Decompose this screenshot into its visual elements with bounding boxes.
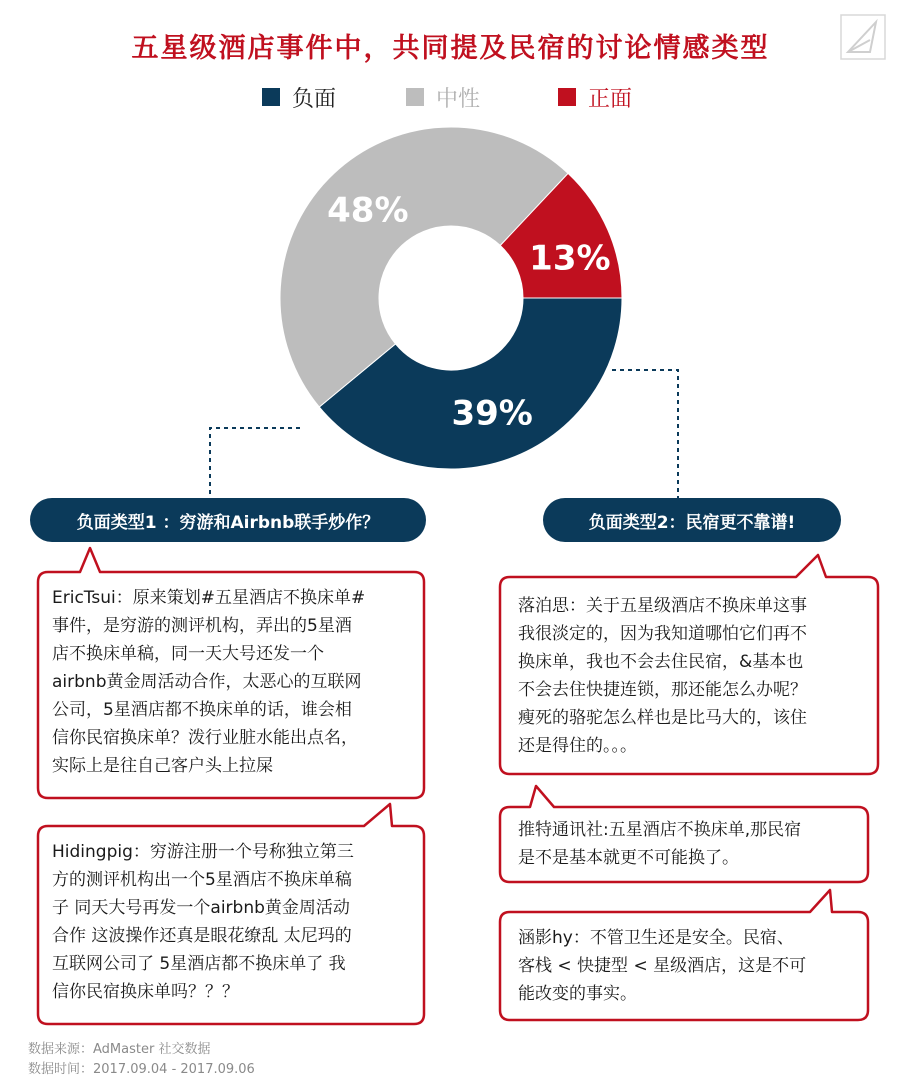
legend-label-neutral: 中性 <box>436 86 481 112</box>
connector-right <box>612 370 678 500</box>
comment-line: 涵影hy：不管卫生还是安全。民宿、 <box>518 928 794 948</box>
comment-line: 信你民宿换床单？泼行业脏水能出点名， <box>52 728 358 748</box>
comment-erictsui <box>52 584 420 780</box>
comment-line: 换床单，我也不会去住民宿，&基本也 <box>518 652 804 672</box>
comment-line: airbnb黄金周活动合作，太恶心的互联网 <box>52 672 362 692</box>
comment-line: EricTsui：原来策划#五星酒店不换床单# <box>52 588 366 608</box>
comment-line: 还是得住的。。。 <box>518 736 637 756</box>
connector-left <box>210 428 300 500</box>
comment-line: 实际上是往自己客户头上拉屎 <box>52 756 273 776</box>
comment-line: 我很淡定的，因为我知道哪怕它们再不 <box>518 624 807 644</box>
comment-line: 不会去住快捷连锁，那还能怎么办呢？ <box>518 680 807 700</box>
comment-line: 信你民宿换床单吗？？？ <box>52 982 239 1002</box>
footer-period: 数据时间：2017.09.04 - 2017.09.06 <box>28 1062 255 1077</box>
comment-line: 客栈 < 快捷型 < 星级酒店，这是不可 <box>518 956 807 976</box>
comment-line: Hidingpig：穷游注册一个号称独立第三 <box>52 842 354 862</box>
comment-line: 互联网公司了 5星酒店都不换床单了 我 <box>52 954 346 974</box>
pill-negative-type-2: 负面类型2：民宿更不靠谱! <box>543 498 841 542</box>
comment-line: 子 同天大号再发一个airbnb黄金周活动 <box>52 898 350 918</box>
comment-line: 落泊思：关于五星级酒店不换床单这事 <box>518 596 807 616</box>
comment-line: 推特通讯社:五星酒店不换床单,那民宿 <box>518 820 802 840</box>
donut-chart <box>280 127 622 469</box>
legend-label-negative: 负面 <box>292 86 337 112</box>
label-negative: 39% <box>451 393 533 434</box>
comment-hanying <box>518 924 864 1008</box>
comment-line: 公司，5星酒店都不换床单的话，谁会相 <box>52 700 352 720</box>
comment-luoposi <box>518 592 874 760</box>
comment-tuite <box>518 816 864 872</box>
footer-source: 数据来源：AdMaster 社交数据 <box>28 1042 211 1057</box>
legend-label-positive: 正面 <box>588 86 633 112</box>
pill-negative-type-1: 负面类型1 ：穷游和Airbnb联手炒作？ <box>30 498 426 542</box>
comment-line: 店不换床单稿，同一天大号还发一个 <box>52 644 324 664</box>
comment-line: 事件，是穷游的测评机构，弄出的5星酒 <box>52 616 352 636</box>
comment-line: 是不是基本就更不可能换了。 <box>518 848 739 868</box>
label-positive: 13% <box>529 238 611 279</box>
page-title: 五星级酒店事件中，共同提及民宿的讨论情感类型 <box>131 33 770 64</box>
comment-hidingpig <box>52 838 420 1006</box>
comment-line: 合作 这波操作还真是眼花缭乱 太尼玛的 <box>52 926 352 946</box>
comment-line: 能改变的事实。 <box>518 984 637 1004</box>
label-neutral: 48% <box>327 190 409 231</box>
comment-line: 瘦死的骆驼怎么样也是比马大的，该住 <box>518 708 807 728</box>
comment-line: 方的测评机构出一个5星酒店不换床单稿 <box>52 870 352 890</box>
